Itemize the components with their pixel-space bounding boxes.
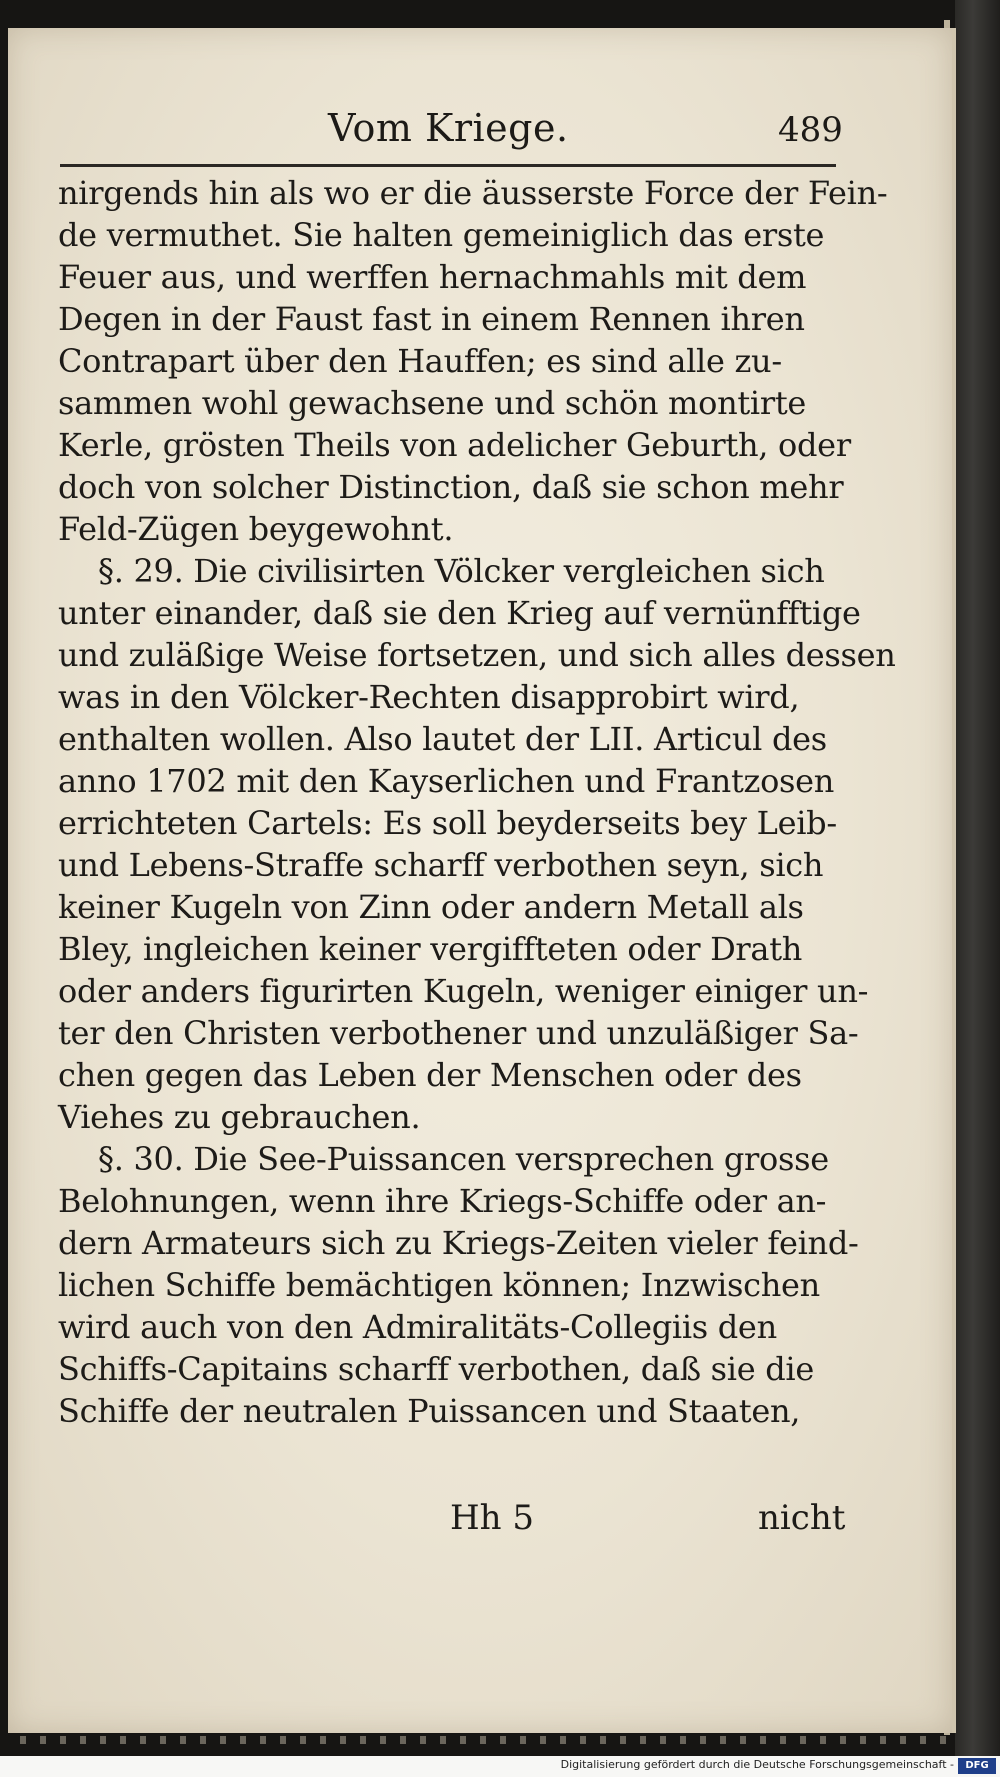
text-line: wird auch von den Admiralitäts-Collegiis den — [58, 1308, 777, 1346]
text-line: was in den Völcker-Rechten disapprobirt wird, — [58, 678, 800, 716]
text-line: Feld-Zügen beygewohnt. — [58, 510, 454, 548]
text-line: Schiffe der neutralen Puissancen und Staaten, — [58, 1392, 801, 1430]
text-line: und Lebens-Straffe scharff verbothen seyn, sich — [58, 846, 824, 884]
running-head-title: Vom Kriege. — [328, 106, 569, 150]
text-line: nirgends hin als wo er die äusserste Force der Fein- — [58, 174, 888, 212]
text-line: dern Armateurs sich zu Kriegs-Zeiten vieler feind- — [58, 1224, 859, 1262]
digitization-credit-bar — [0, 1756, 1000, 1777]
text-line: doch von solcher Distinction, daß sie schon mehr — [58, 468, 844, 506]
text-line: anno 1702 mit den Kayserlichen und Frantzosen — [58, 762, 835, 800]
scan-ruler — [20, 1736, 950, 1744]
text-line: chen gegen das Leben der Menschen oder des — [58, 1056, 802, 1094]
text-line: Viehes zu gebrauchen. — [58, 1098, 421, 1136]
credit-text: Digitalisierung gefördert durch die Deutsche Forschungsgemeinschaft - — [560, 1758, 954, 1771]
text-line: Schiffs-Capitains scharff verbothen, daß sie die — [58, 1350, 815, 1388]
text-line: Belohnungen, wenn ihre Kriegs-Schiffe oder an- — [58, 1182, 827, 1220]
text-line: sammen wohl gewachsene und schön montirte — [58, 384, 807, 422]
paragraph-30-start: §. 30. Die See-Puissancen versprechen grosse — [98, 1140, 829, 1178]
catchword: nicht — [758, 1498, 846, 1538]
book-spine — [955, 0, 1000, 1777]
text-line: keiner Kugeln von Zinn oder andern Metall als — [58, 888, 804, 926]
page-footer — [58, 1498, 848, 1548]
paragraph-29-start: §. 29. Die civilisirten Völcker vergleichen sich — [98, 552, 825, 590]
text-line: Kerle, grösten Theils von adelicher Geburth, oder — [58, 426, 851, 464]
text-line: Degen in der Faust fast in einem Rennen ihren — [58, 300, 805, 338]
running-head — [58, 100, 858, 160]
text-line: ter den Christen verbothener und unzuläßiger Sa- — [58, 1014, 859, 1052]
body-text — [58, 172, 896, 1432]
dfg-logo: DFG — [958, 1758, 996, 1774]
header-rule — [60, 164, 836, 167]
text-line: Feuer aus, und werffen hernachmahls mit dem — [58, 258, 807, 296]
text-line: unter einander, daß sie den Krieg auf vernünfftige — [58, 594, 861, 632]
page-number: 489 — [778, 110, 843, 150]
text-line: lichen Schiffe bemächtigen können; Inzwischen — [58, 1266, 820, 1304]
text-line: Contrapart über den Hauffen; es sind alle zu- — [58, 342, 782, 380]
text-line: errichteten Cartels: Es soll beyderseits bey Leib- — [58, 804, 837, 842]
signature-mark: Hh 5 — [450, 1498, 534, 1538]
text-line: Bley, ingleichen keiner vergiffteten oder Drath — [58, 930, 803, 968]
text-line: oder anders figurirten Kugeln, weniger einiger un- — [58, 972, 869, 1010]
text-line: und zuläßige Weise fortsetzen, und sich alles dessen — [58, 636, 896, 674]
text-line: enthalten wollen. Also lautet der LII. Articul des — [58, 720, 827, 758]
text-line: de vermuthet. Sie halten gemeiniglich das erste — [58, 216, 825, 254]
